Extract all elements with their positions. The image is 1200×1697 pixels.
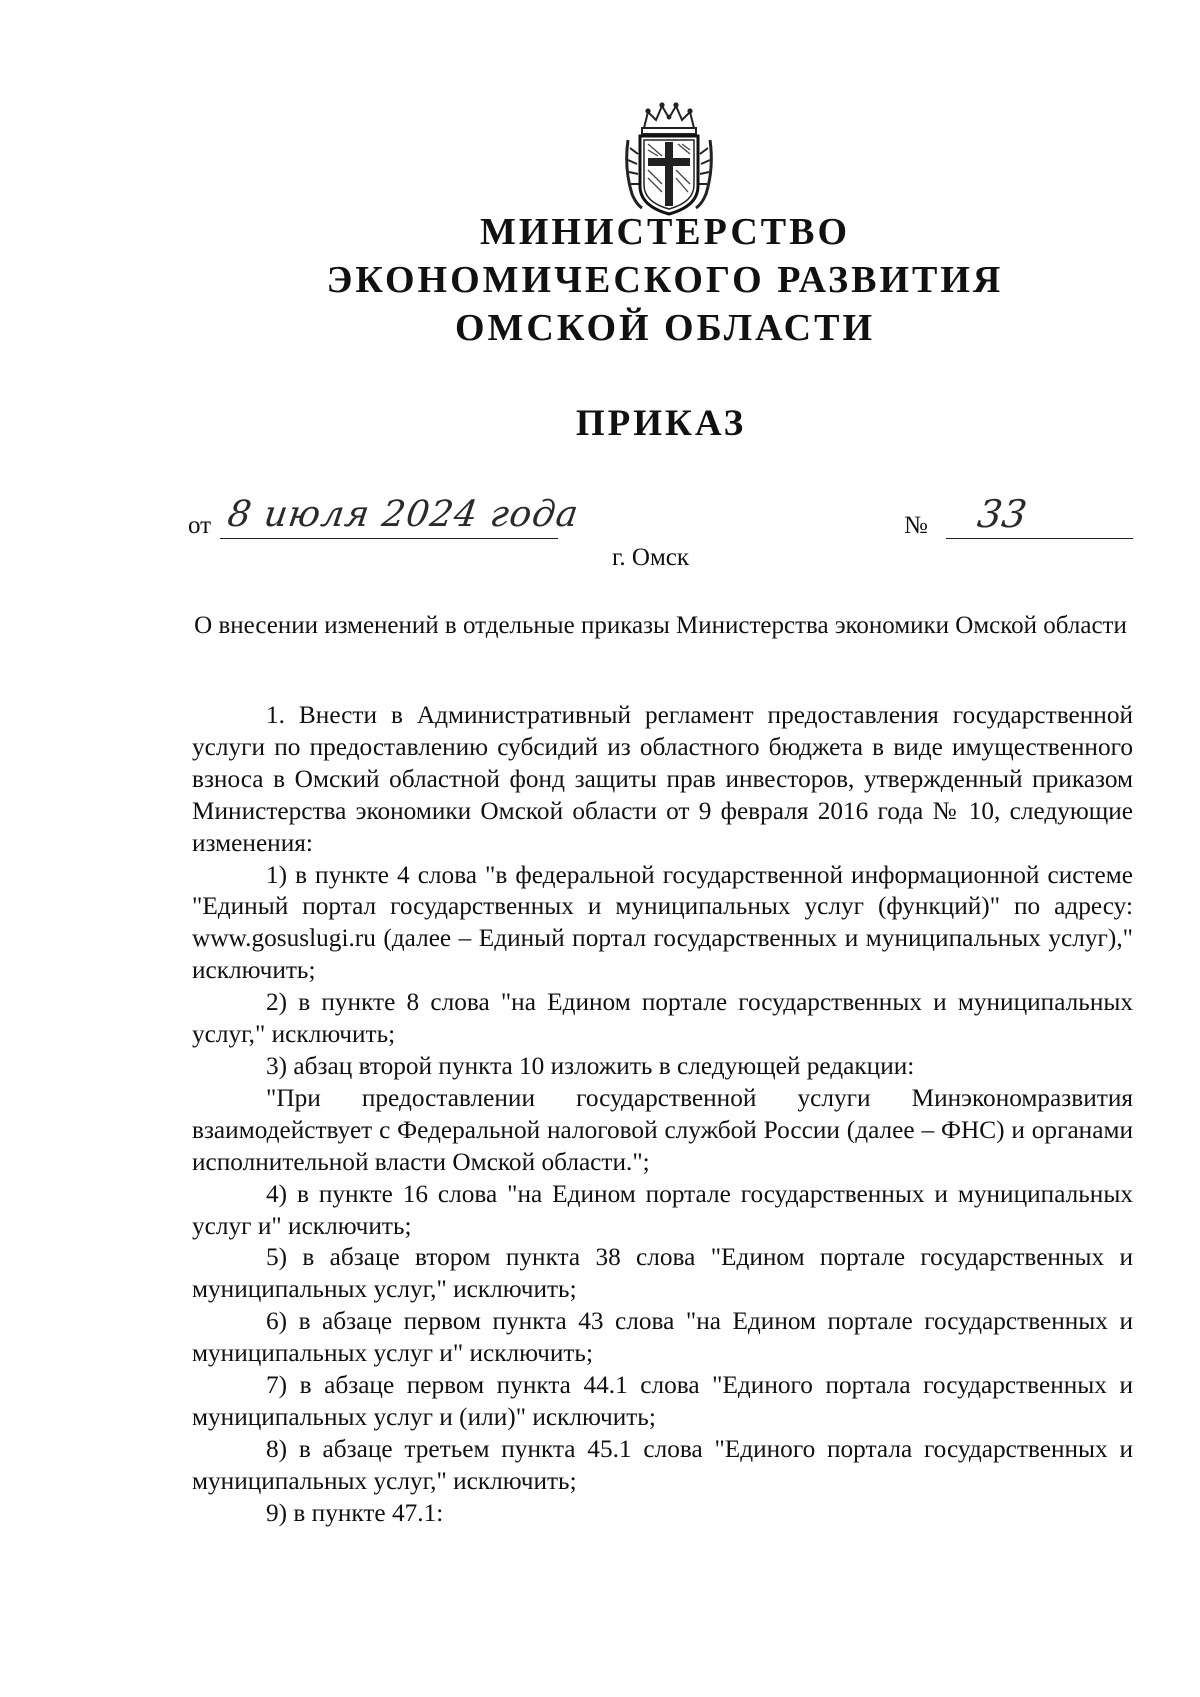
- body-paragraph: 6) в абзаце первом пункта 43 слова "на Едином портале государственных и муниципальных услуг и" исключить;: [192, 1307, 1133, 1368]
- body-paragraph: 8) в абзаце третьем пункта 45.1 слова "Единого портала государственных и муниципальных услуг," исключить;: [192, 1434, 1133, 1495]
- city-name: г. Омск: [612, 544, 690, 571]
- document-type-title: ПРИКАЗ: [575, 403, 747, 444]
- ministry-name-line-3: ОМСКОЙ ОБЛАСТИ: [454, 307, 876, 349]
- ministry-name-line-2: ЭКОНОМИЧЕСКОГО РАЗВИТИЯ: [326, 259, 1004, 301]
- body-paragraph: 2) в пункте 8 слова "на Едином портале государственных и муниципальных услуг," исключить;: [192, 988, 1133, 1049]
- body-paragraph: 3) абзац второй пункта 10 изложить в следующей редакции:: [266, 1051, 915, 1080]
- date-number-row: [188, 492, 1133, 544]
- ministry-name-line-1: МИНИСТЕРСТВО: [479, 211, 851, 253]
- body-paragraph: 5) в абзаце втором пункта 38 слова "Едином портале государственных и муниципальных услуг," исключить;: [192, 1243, 1133, 1304]
- body-paragraph: 4) в пункте 16 слова "на Едином портале государственных и муниципальных услуг и" исключить;: [192, 1179, 1133, 1240]
- body-paragraph: "При предоставлении государственной услуги Минэкономразвития взаимодействует с Федеральной налоговой службой России (далее – ФНС) и органами исполнительной власти Омской области.";: [192, 1083, 1133, 1176]
- order-subject: О внесении изменений в отдельные приказы Министерства экономики Омской области: [194, 612, 1127, 639]
- omsk-coat-of-arms-icon: [622, 98, 716, 218]
- from-label: от: [188, 512, 212, 539]
- number-underline: [946, 538, 1133, 539]
- order-body: [192, 700, 1133, 1530]
- number-label: №: [904, 512, 928, 539]
- body-paragraph: 7) в абзаце первом пункта 44.1 слова "Единого портала государственных и муниципальных услуг и (или)" исключить;: [192, 1371, 1133, 1431]
- handwritten-number: 33: [974, 492, 1030, 536]
- handwritten-date: 8 июля 2024 года: [225, 494, 582, 535]
- ministry-name: [0, 208, 1200, 352]
- body-paragraph: 1. Внести в Административный регламент предоставления государственной услуги по предоставлению субсидий из областного бюджета в виде имущественного взноса в Омский областной фонд защиты прав инвесторов, утвержденный приказом Министерства экономики Омской области от 9 февраля 2016 года № 10, следующие изменения:: [192, 701, 1133, 857]
- body-paragraph: 1) в пункте 4 слова "в федеральной государственной информационной системе "Единый портал государственных и муниципальных услуг (функций)" по адресу: www.gosuslugi.ru (далее – Единый портал государственных и муниципальных услуг)," исключить;: [192, 860, 1133, 985]
- body-paragraph: 9) в пункте 47.1:: [266, 1498, 444, 1527]
- date-underline: [220, 538, 558, 539]
